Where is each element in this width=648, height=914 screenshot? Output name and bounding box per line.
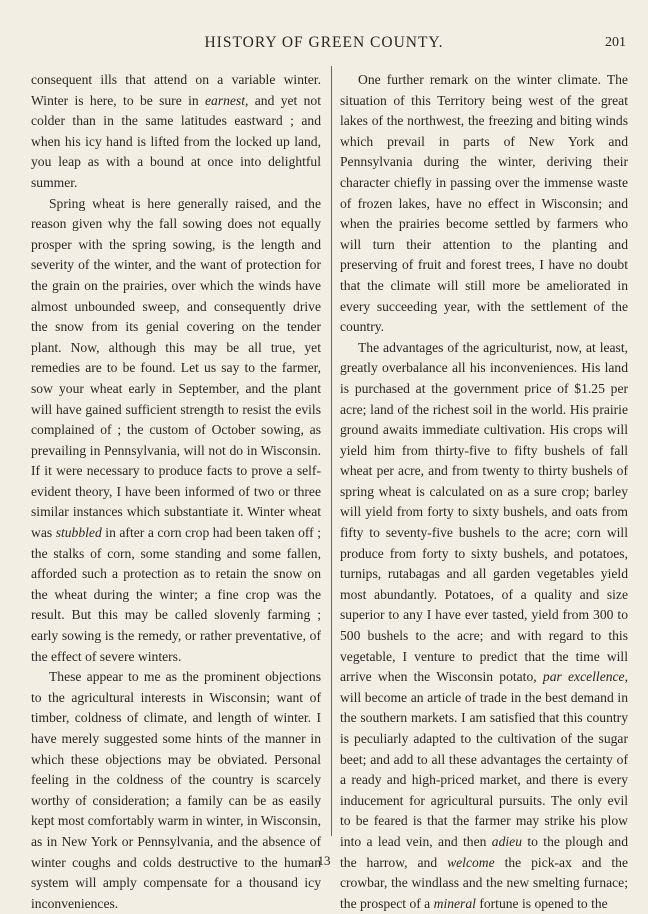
- left-column: [31, 70, 321, 914]
- running-header: [0, 34, 648, 56]
- paragraph: [31, 70, 321, 194]
- column-divider: [331, 66, 332, 836]
- italic-run: earnest: [204, 92, 246, 108]
- text-run: , and yet not colder than in the same latitudes eastward ; and when his icy hand is lifted from the locked up land, you leap as with a bound at once into delightful summer.: [31, 92, 322, 190]
- text-run: One further remark on the winter climate. The situation of this Territory being west of the great lakes of the northwest, the freezing and biting winds which prevail in parts of New York and Pennsylvania during the winter, deriving their character chiefly in passing over the immense waste of frozen lakes, have no effect in Wisconsin; and when the prairies become settled by farmers who will turn their attention to the planting and preserving of fruit and forest trees, I have no doubt that the climate will still more be ameliorated in every succeeding year, with the settlement of the country.: [340, 72, 628, 335]
- right-column: [340, 70, 628, 914]
- text-run: in after a corn crop had been taken off ; the stalks of corn, some standing and some fallen, afforded such a protection as to retain the snow on the wheat during the winter; a fine crop was the result. But this may be called slovenly farming ; early sowing is the remedy, or rather preventative, of the effect of severe winters.: [31, 525, 322, 664]
- paragraph: [340, 338, 628, 914]
- paragraph: [31, 194, 321, 668]
- text-run: consequent ills that attend on a variable winter. Winter is here, to be sure in: [31, 72, 321, 108]
- italic-run: stubbled: [55, 525, 102, 541]
- page-number: 201: [605, 35, 626, 50]
- running-title: HISTORY OF GREEN COUNTY.: [204, 34, 444, 51]
- text-run: These appear to me as the prominent objections to the agricultural interests in Wisconsin; want of timber, coldness of climate, and length of winter. I have merely suggested some hints of the manner in which these objections may be obviated. Personal feeling in the coldness of the country is scarcely worthy of consideration; a family can be as easily kept most comfortably warm in winter, in Wisconsin, as in New York or Pennsylvania, and the absence of winter coughs and colds destructive to the human system will amply compensate for a thousand icy inconveniences.: [31, 669, 321, 911]
- paragraph: [340, 70, 628, 338]
- paragraph: [31, 667, 321, 914]
- italic-run: adieu: [491, 833, 522, 849]
- italic-run: par excellence: [542, 669, 625, 685]
- text-run: Spring wheat is here generally raised, and the reason given why the fall sowing does not equally prosper with the spring sowing, is the length and severity of the winter, and the want of protection for the grain on the prairies, over which the winds have almost unbounded sweep, and consequently drive the snow from its genial covering on the tender plant. Now, although this may be all true, yet remedies are to be found. Let us say to the farmer, sow your wheat early in September, and the plant will have gained sufficient strength to resist the evils complained of ; the custom of October sowing, as prevailing in Pennsylvania, will not do in Wisconsin. If it were necessary to produce facts to prove a self-evident theory, I have been informed of two or three similar instances which substantiate it. Winter wheat was: [31, 195, 321, 541]
- text-run: The advantages of the agriculturist, now, at least, greatly overbalance all his inconveniences. His land is purchased at the government price of $1.25 per acre; land of the richest soil in the world. His prairie ground awaits immediate cultivation. His crops will yield him from thirty-five to fifty bushels of fall wheat per acre, and from twenty to thirty bushels of spring wheat is calculated on as a sure crop; barley will yield from forty to sixty bushels, and oats from fifty to seventy-five bushels to the acre; corn will produce from forty to sixty bushels, and potatoes, turnips, rutabagas and all garden vegetables yield most abundantly. Potatoes, of a quality and size superior to any I have ever tasted, yield from 300 to 500 bushels to the acre; and with regard to this vegetable, I venture to predict that the time will arrive when the Wisconsin potato,: [340, 339, 628, 685]
- signature-mark: 13: [317, 853, 331, 868]
- italic-run: mineral: [433, 895, 476, 911]
- text-run: to the plough and the harrow, and: [340, 833, 628, 870]
- text-run: fortune is opened to the: [475, 895, 608, 911]
- italic-run: welcome: [447, 854, 495, 870]
- text-run: , will become an article of trade in the best demand in the southern markets. I am satisfied that this country is peculiarly adapted to the cultivation of the sugar beet; and add to all these advantages the certainty of a ready and high-priced market, and there is every inducement for agricultural pursuits. The only evil to be feared is that the farmer may strike his plow into a lead vein, and then: [340, 669, 628, 849]
- text-run: the pick-ax and the crowbar, the windlass and the new smelting furnace; the prospect of a: [340, 854, 628, 911]
